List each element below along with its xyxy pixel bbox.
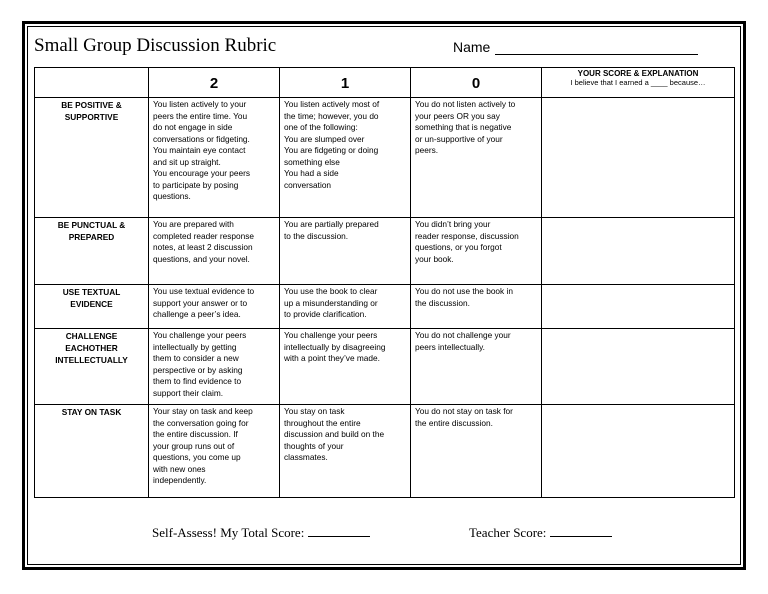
level-0-cell-line: You didn’t bring your [415,219,491,229]
level-2-cell-line: them to find evidence to [153,376,242,386]
level-2-cell-line: support their claim. [153,387,224,398]
level-1-cell-line: with a point they’ve made. [284,353,380,363]
level-1-cell-line: up a misunderstanding or [284,297,378,308]
level-0-cell-line: questions, or you forgot [415,242,502,252]
self-assess-score [152,525,370,541]
teacher-score-field[interactable] [550,525,612,537]
criterion-cell-line: STAY ON TASK [61,407,122,417]
criterion-cell-line: BE POSITIVE & [61,100,122,110]
level-2-cell-line: them to consider a new [153,353,239,363]
level-1-cell-line: to the discussion. [284,230,349,241]
level-0-cell-line: or un-supportive of your [415,133,503,144]
teacher-score-label: Teacher Score: [469,525,547,540]
score-explanation-header [542,68,735,98]
level-0-cell [411,329,542,405]
level-2-cell [149,329,280,405]
level-1-cell-line: throughout the entire [284,417,361,428]
level-0-cell-line: peers. [415,145,439,155]
level-1-header: 1 [280,68,411,98]
level-2-cell-line: questions. [153,191,191,201]
level-2-cell-line: completed reader response [153,230,255,241]
level-2-cell-line: You are prepared with [153,219,234,229]
level-2-cell-line: with new ones [153,463,206,474]
criterion-cell [35,98,149,218]
level-1-cell [280,329,411,405]
level-2-cell-line: support your answer or to [153,297,248,308]
level-1-cell-line: to provide clarification. [284,309,367,319]
level-1-cell-line: You are slumped over [284,133,365,144]
level-2-cell-line: questions, and your novel. [153,253,250,264]
level-2-cell [149,285,280,329]
level-2-header: 2 [149,68,280,98]
level-0-cell-line: the entire discussion. [415,417,493,428]
level-1-cell-line: the time; however, you do [284,110,379,121]
level-1-cell-line: classmates. [284,452,328,462]
level-0-cell [411,405,542,498]
rubric-table [34,67,735,498]
level-1-cell-line: intellectually by disagreeing [284,341,386,352]
level-2-cell-line: independently. [153,475,207,485]
level-2-cell-line: peers the entire time. You [153,110,248,121]
level-0-cell-line: your book. [415,253,454,264]
level-1-cell-line: You had a side [284,168,339,178]
rubric-row [35,405,735,498]
level-2-cell-line: You encourage your peers [153,168,251,178]
name-label: Name [453,39,491,55]
criterion-cell-line: CHALLENGE [65,331,118,341]
level-2-cell-line: notes, at least 2 discussion [153,242,253,252]
criterion-cell-line: EVIDENCE [70,299,113,309]
level-0-cell-line: You do not use the book in [415,286,513,296]
level-2-cell-line: You maintain eye contact [153,145,246,155]
level-2-cell-line: You listen actively to your [153,99,247,109]
level-0-header: 0 [411,68,542,98]
level-2-cell-line: conversations or fidgeting. [153,133,250,144]
level-0-cell [411,98,542,218]
level-1-cell-line: You stay on task [284,406,345,416]
score-explanation-cell[interactable] [542,285,735,329]
criterion-header-cell [35,68,149,98]
level-2-cell [149,218,280,285]
header-row [35,68,735,98]
criterion-cell-line: USE TEXTUAL [62,287,121,297]
level-1-cell-line: conversation [284,179,332,190]
criterion-cell [35,329,149,405]
level-1-cell [280,98,411,218]
level-2-cell-line: your group runs out of [153,440,235,451]
level-1-cell-line: one of the following: [284,122,358,132]
criterion-cell [35,405,149,498]
criterion-cell-line: INTELLECTUALLY [55,355,128,365]
level-2-cell [149,98,280,218]
rubric-row [35,98,735,218]
level-2-cell-line: intellectually by getting [153,341,237,352]
level-2-cell-line: You challenge your peers [153,330,247,340]
name-field[interactable] [495,54,698,55]
level-1-cell [280,405,411,498]
level-0-cell-line: You do not stay on task for [415,406,513,416]
level-1-cell-line: You use the book to clear [284,286,378,296]
level-1-cell-line: You are fidgeting or doing [284,145,379,155]
level-0-cell-line: the discussion. [415,297,470,308]
level-2-cell-line: and sit up straight. [153,156,221,167]
level-0-cell-line: your peers OR you say [415,110,500,121]
teacher-score [469,525,612,541]
level-2-cell [149,405,280,498]
level-1-cell [280,285,411,329]
page-title: Small Group Discussion Rubric [34,35,277,56]
score-subtitle: I believe that I earned a ____ because… [570,78,706,87]
criterion-cell-line: EACHOTHER [65,343,118,353]
level-2-cell-line: questions, you come up [153,452,241,462]
level-0-cell [411,218,542,285]
criterion-cell [35,285,149,329]
level-1-cell-line: You listen actively most of [284,99,380,109]
level-2-cell-line: challenge a peer’s idea. [153,309,241,319]
score-explanation-cell[interactable] [542,218,735,285]
level-2-cell-line: perspective or by asking [153,364,243,375]
level-0-cell [411,285,542,329]
level-0-cell-line: reader response, discussion [415,230,519,241]
level-0-cell-line: something that is negative [415,122,512,132]
level-1-cell-line: thoughts of your [284,440,344,451]
level-0-cell-line: You do not listen actively to [415,99,516,109]
level-2-cell-line: do not engage in side [153,122,233,132]
level-1-cell-line: discussion and build on the [284,429,385,439]
score-title: YOUR SCORE & EXPLANATION [577,69,699,78]
score-explanation-cell[interactable] [542,329,735,405]
level-1-cell [280,218,411,285]
rubric-row [35,218,735,285]
rubric-row [35,285,735,329]
level-1-cell-line: You are partially prepared [284,219,379,229]
level-1-cell-line: You challenge your peers [284,330,378,340]
level-2-cell-line: the conversation going for [153,417,249,428]
self-assess-label: Self-Assess! My Total Score: [152,525,305,540]
level-2-cell-line: the entire discussion. If [153,429,238,439]
rubric-row [35,329,735,405]
level-0-cell-line: You do not challenge your [415,330,511,340]
criterion-cell-line: SUPPORTIVE [64,112,119,122]
criterion-cell-line: BE PUNCTUAL & [57,220,126,230]
self-score-field[interactable] [308,525,370,537]
level-2-cell-line: You use textual evidence to [153,286,255,296]
level-2-cell-line: to participate by posing [153,179,239,190]
level-1-cell-line: something else [284,156,340,167]
score-explanation-cell[interactable] [542,98,735,218]
level-0-cell-line: peers intellectually. [415,341,485,352]
level-2-cell-line: Your stay on task and keep [153,406,253,416]
criterion-cell [35,218,149,285]
score-explanation-cell[interactable] [542,405,735,498]
criterion-cell-line: PREPARED [68,232,115,242]
